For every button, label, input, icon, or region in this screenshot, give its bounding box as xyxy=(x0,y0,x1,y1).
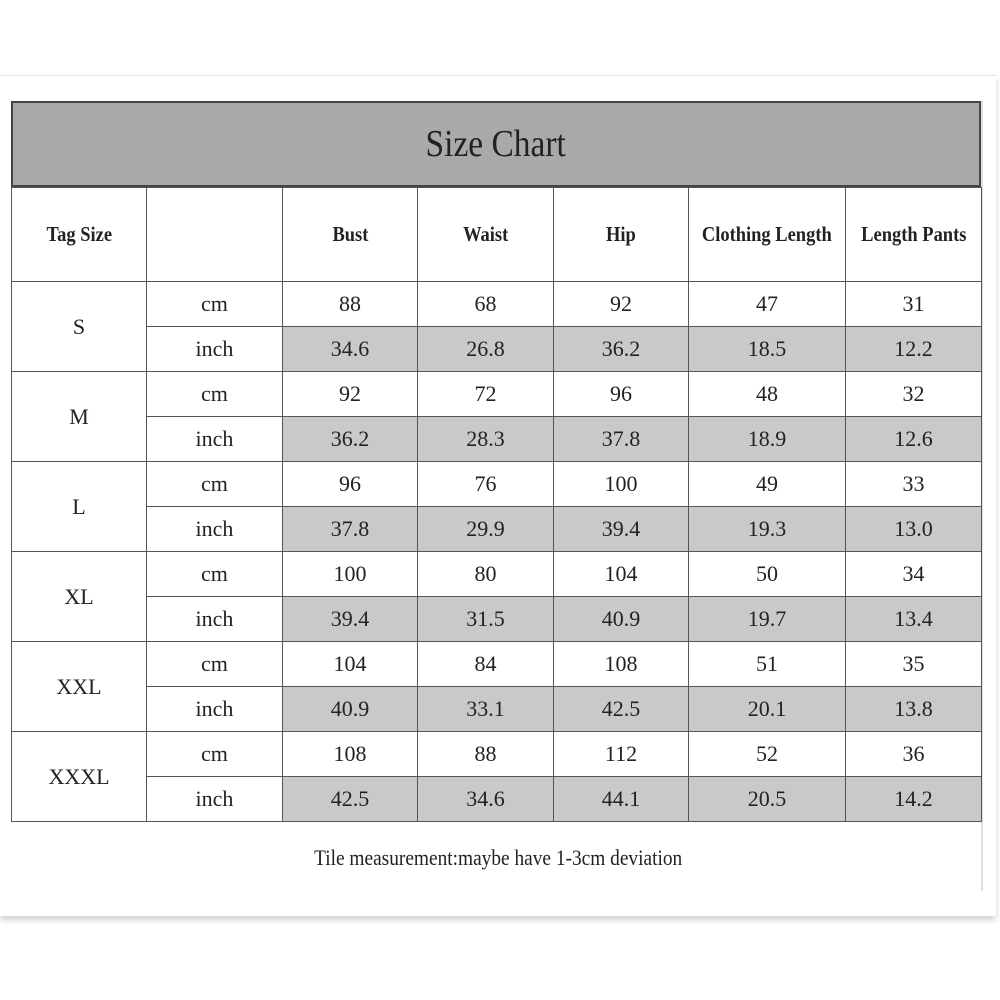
table-row xyxy=(12,462,982,507)
value-cell: 39.4 xyxy=(554,507,689,552)
value-cell: 12.6 xyxy=(846,417,982,462)
value-cell: 33.1 xyxy=(418,687,554,732)
unit-cell: cm xyxy=(147,732,283,777)
value-cell: 52 xyxy=(689,732,846,777)
value-cell: 47 xyxy=(689,282,846,327)
value-cell: 31 xyxy=(846,282,982,327)
header-hip: Hip xyxy=(554,188,689,282)
unit-cell: cm xyxy=(147,372,283,417)
value-cell: 42.5 xyxy=(283,777,418,822)
value-cell: 68 xyxy=(418,282,554,327)
value-cell: 31.5 xyxy=(418,597,554,642)
table-row xyxy=(12,507,982,552)
value-cell: 18.5 xyxy=(689,327,846,372)
header-clothing-length: Clothing Length xyxy=(689,188,846,282)
header-bust: Bust xyxy=(283,188,418,282)
value-cell: 48 xyxy=(689,372,846,417)
value-cell: 84 xyxy=(418,642,554,687)
value-cell: 28.3 xyxy=(418,417,554,462)
value-cell: 100 xyxy=(554,462,689,507)
measurement-note: Tile measurement:maybe have 1-3cm deviation xyxy=(313,845,683,870)
value-cell: 96 xyxy=(283,462,418,507)
tag-size-cell: XXXL xyxy=(12,732,147,822)
value-cell: 19.7 xyxy=(689,597,846,642)
table-row xyxy=(12,372,982,417)
header-row xyxy=(12,188,982,282)
value-cell: 29.9 xyxy=(418,507,554,552)
unit-cell: cm xyxy=(147,552,283,597)
value-cell: 36.2 xyxy=(283,417,418,462)
value-cell: 37.8 xyxy=(554,417,689,462)
value-cell: 72 xyxy=(418,372,554,417)
value-cell: 104 xyxy=(283,642,418,687)
tag-size-cell: M xyxy=(12,372,147,462)
value-cell: 49 xyxy=(689,462,846,507)
value-cell: 36 xyxy=(846,732,982,777)
table-row xyxy=(12,777,982,822)
table-row xyxy=(12,732,982,777)
unit-cell: inch xyxy=(147,777,283,822)
value-cell: 13.4 xyxy=(846,597,982,642)
value-cell: 39.4 xyxy=(283,597,418,642)
table-row xyxy=(12,642,982,687)
header-unit xyxy=(147,188,283,282)
size-table xyxy=(11,187,982,822)
unit-cell: cm xyxy=(147,642,283,687)
table-row xyxy=(12,282,982,327)
value-cell: 14.2 xyxy=(846,777,982,822)
unit-cell: inch xyxy=(147,507,283,552)
value-cell: 92 xyxy=(283,372,418,417)
value-cell: 100 xyxy=(283,552,418,597)
value-cell: 96 xyxy=(554,372,689,417)
value-cell: 92 xyxy=(554,282,689,327)
value-cell: 108 xyxy=(554,642,689,687)
value-cell: 26.8 xyxy=(418,327,554,372)
value-cell: 88 xyxy=(283,282,418,327)
tag-size-cell: S xyxy=(12,282,147,372)
value-cell: 40.9 xyxy=(554,597,689,642)
value-cell: 35 xyxy=(846,642,982,687)
unit-cell: cm xyxy=(147,462,283,507)
table-row xyxy=(12,597,982,642)
unit-cell: inch xyxy=(147,327,283,372)
value-cell: 80 xyxy=(418,552,554,597)
value-cell: 20.1 xyxy=(689,687,846,732)
value-cell: 13.8 xyxy=(846,687,982,732)
chart-title-bar xyxy=(11,101,981,187)
value-cell: 20.5 xyxy=(689,777,846,822)
value-cell: 76 xyxy=(418,462,554,507)
value-cell: 104 xyxy=(554,552,689,597)
tag-size-cell: XL xyxy=(12,552,147,642)
value-cell: 50 xyxy=(689,552,846,597)
unit-cell: inch xyxy=(147,597,283,642)
chart-title: Size Chart xyxy=(425,123,567,165)
table-row xyxy=(12,687,982,732)
table-row xyxy=(12,417,982,462)
header-waist: Waist xyxy=(418,188,554,282)
value-cell: 34.6 xyxy=(283,327,418,372)
value-cell: 51 xyxy=(689,642,846,687)
value-cell: 88 xyxy=(418,732,554,777)
unit-cell: inch xyxy=(147,687,283,732)
table-row xyxy=(12,327,982,372)
tag-size-cell: L xyxy=(12,462,147,552)
unit-cell: cm xyxy=(147,282,283,327)
value-cell: 44.1 xyxy=(554,777,689,822)
value-cell: 36.2 xyxy=(554,327,689,372)
value-cell: 34.6 xyxy=(418,777,554,822)
value-cell: 32 xyxy=(846,372,982,417)
value-cell: 12.2 xyxy=(846,327,982,372)
value-cell: 34 xyxy=(846,552,982,597)
value-cell: 112 xyxy=(554,732,689,777)
table-row xyxy=(12,552,982,597)
value-cell: 19.3 xyxy=(689,507,846,552)
value-cell: 37.8 xyxy=(283,507,418,552)
table-body xyxy=(12,282,982,822)
unit-cell: inch xyxy=(147,417,283,462)
value-cell: 13.0 xyxy=(846,507,982,552)
value-cell: 33 xyxy=(846,462,982,507)
tag-size-cell: XXL xyxy=(12,642,147,732)
value-cell: 108 xyxy=(283,732,418,777)
value-cell: 40.9 xyxy=(283,687,418,732)
size-chart xyxy=(11,101,981,822)
value-cell: 18.9 xyxy=(689,417,846,462)
header-length-pants: Length Pants xyxy=(846,188,982,282)
value-cell: 42.5 xyxy=(554,687,689,732)
header-tag-size: Tag Size xyxy=(12,188,147,282)
